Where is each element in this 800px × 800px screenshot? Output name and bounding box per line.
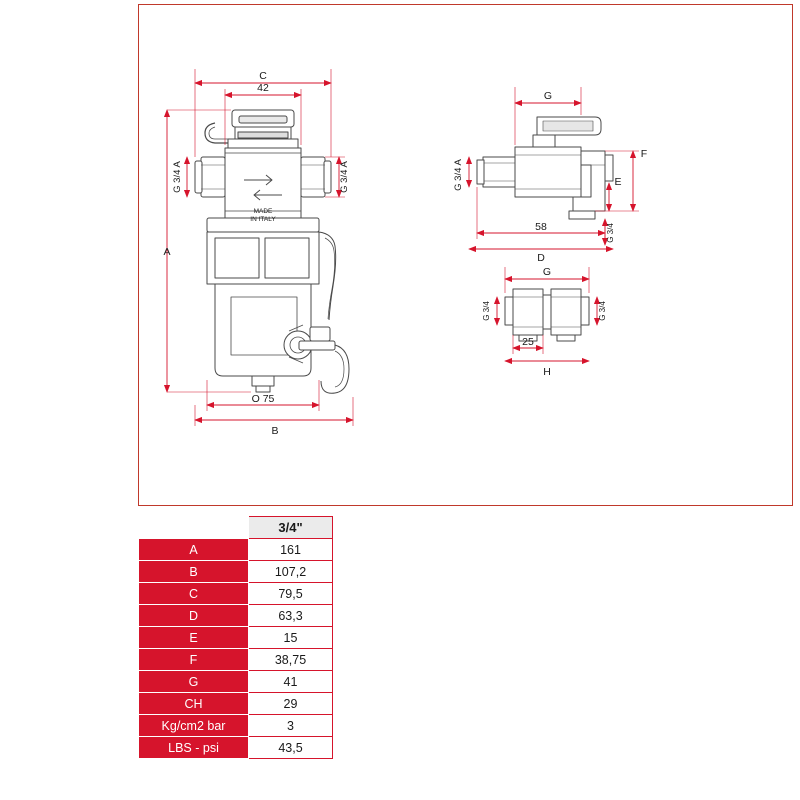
table-row — [139, 583, 333, 605]
table-row — [139, 715, 333, 737]
row-value-g: 41 — [249, 671, 333, 693]
row-label-c: C — [139, 583, 249, 605]
made-in-italy-line1: MADE — [253, 208, 273, 215]
dim-label-g-side: G — [543, 90, 553, 102]
made-in-italy-line2: IN ITALY — [250, 216, 276, 223]
table-row — [139, 649, 333, 671]
row-label-a: A — [139, 539, 249, 561]
drawing-panel — [138, 4, 793, 506]
row-label-e: E — [139, 627, 249, 649]
table-row — [139, 561, 333, 583]
dim-label-c-value: 42 — [257, 82, 269, 94]
dim-label-g-bottom: G — [542, 266, 552, 278]
dim-label-a: A — [163, 246, 171, 258]
row-label-b: B — [139, 561, 249, 583]
thread-label-front-left: G 3/4 A — [172, 161, 183, 193]
row-label-d: D — [139, 605, 249, 627]
row-value-lbs-psi: 43,5 — [249, 737, 333, 759]
row-label-f: F — [139, 649, 249, 671]
table-row — [139, 737, 333, 759]
row-label-g: G — [139, 671, 249, 693]
dim-label-c: C — [259, 70, 267, 82]
spec-table — [138, 516, 333, 759]
dim-label-d-value: 58 — [535, 221, 547, 233]
technical-drawing-svg — [139, 5, 792, 505]
table-header-row — [139, 517, 333, 539]
row-value-kgcm2: 3 — [249, 715, 333, 737]
thread-label-side-left: G 3/4 A — [453, 159, 464, 191]
thread-label-front-right: G 3/4 A — [339, 161, 350, 193]
header-size-cell: 3/4" — [249, 517, 333, 539]
dim-label-e: E — [614, 176, 622, 188]
thread-label-bottom-left: G 3/4 — [482, 301, 491, 321]
header-blank-cell — [139, 517, 249, 539]
table-row — [139, 539, 333, 561]
table-row — [139, 693, 333, 715]
dim-label-h: H — [543, 366, 551, 378]
table-row — [139, 671, 333, 693]
row-value-ch: 29 — [249, 693, 333, 715]
table-row — [139, 627, 333, 649]
row-value-a: 161 — [249, 539, 333, 561]
table-row — [139, 605, 333, 627]
thread-label-side-right: G 3/4 — [606, 223, 615, 243]
dim-label-d: D — [537, 252, 545, 264]
row-label-kgcm2: Kg/cm2 bar — [139, 715, 249, 737]
dim-label-f: F — [640, 148, 648, 160]
row-label-lbs-psi: LBS - psi — [139, 737, 249, 759]
row-value-d: 63,3 — [249, 605, 333, 627]
row-value-e: 15 — [249, 627, 333, 649]
row-label-ch: CH — [139, 693, 249, 715]
row-value-b: 107,2 — [249, 561, 333, 583]
dim-label-b: B — [271, 425, 279, 437]
thread-label-bottom-right: G 3/4 — [598, 301, 607, 321]
dim-label-diameter: O 75 — [251, 393, 275, 405]
row-value-c: 79,5 — [249, 583, 333, 605]
row-value-f: 38,75 — [249, 649, 333, 671]
dim-label-h-value: 25 — [522, 336, 534, 348]
